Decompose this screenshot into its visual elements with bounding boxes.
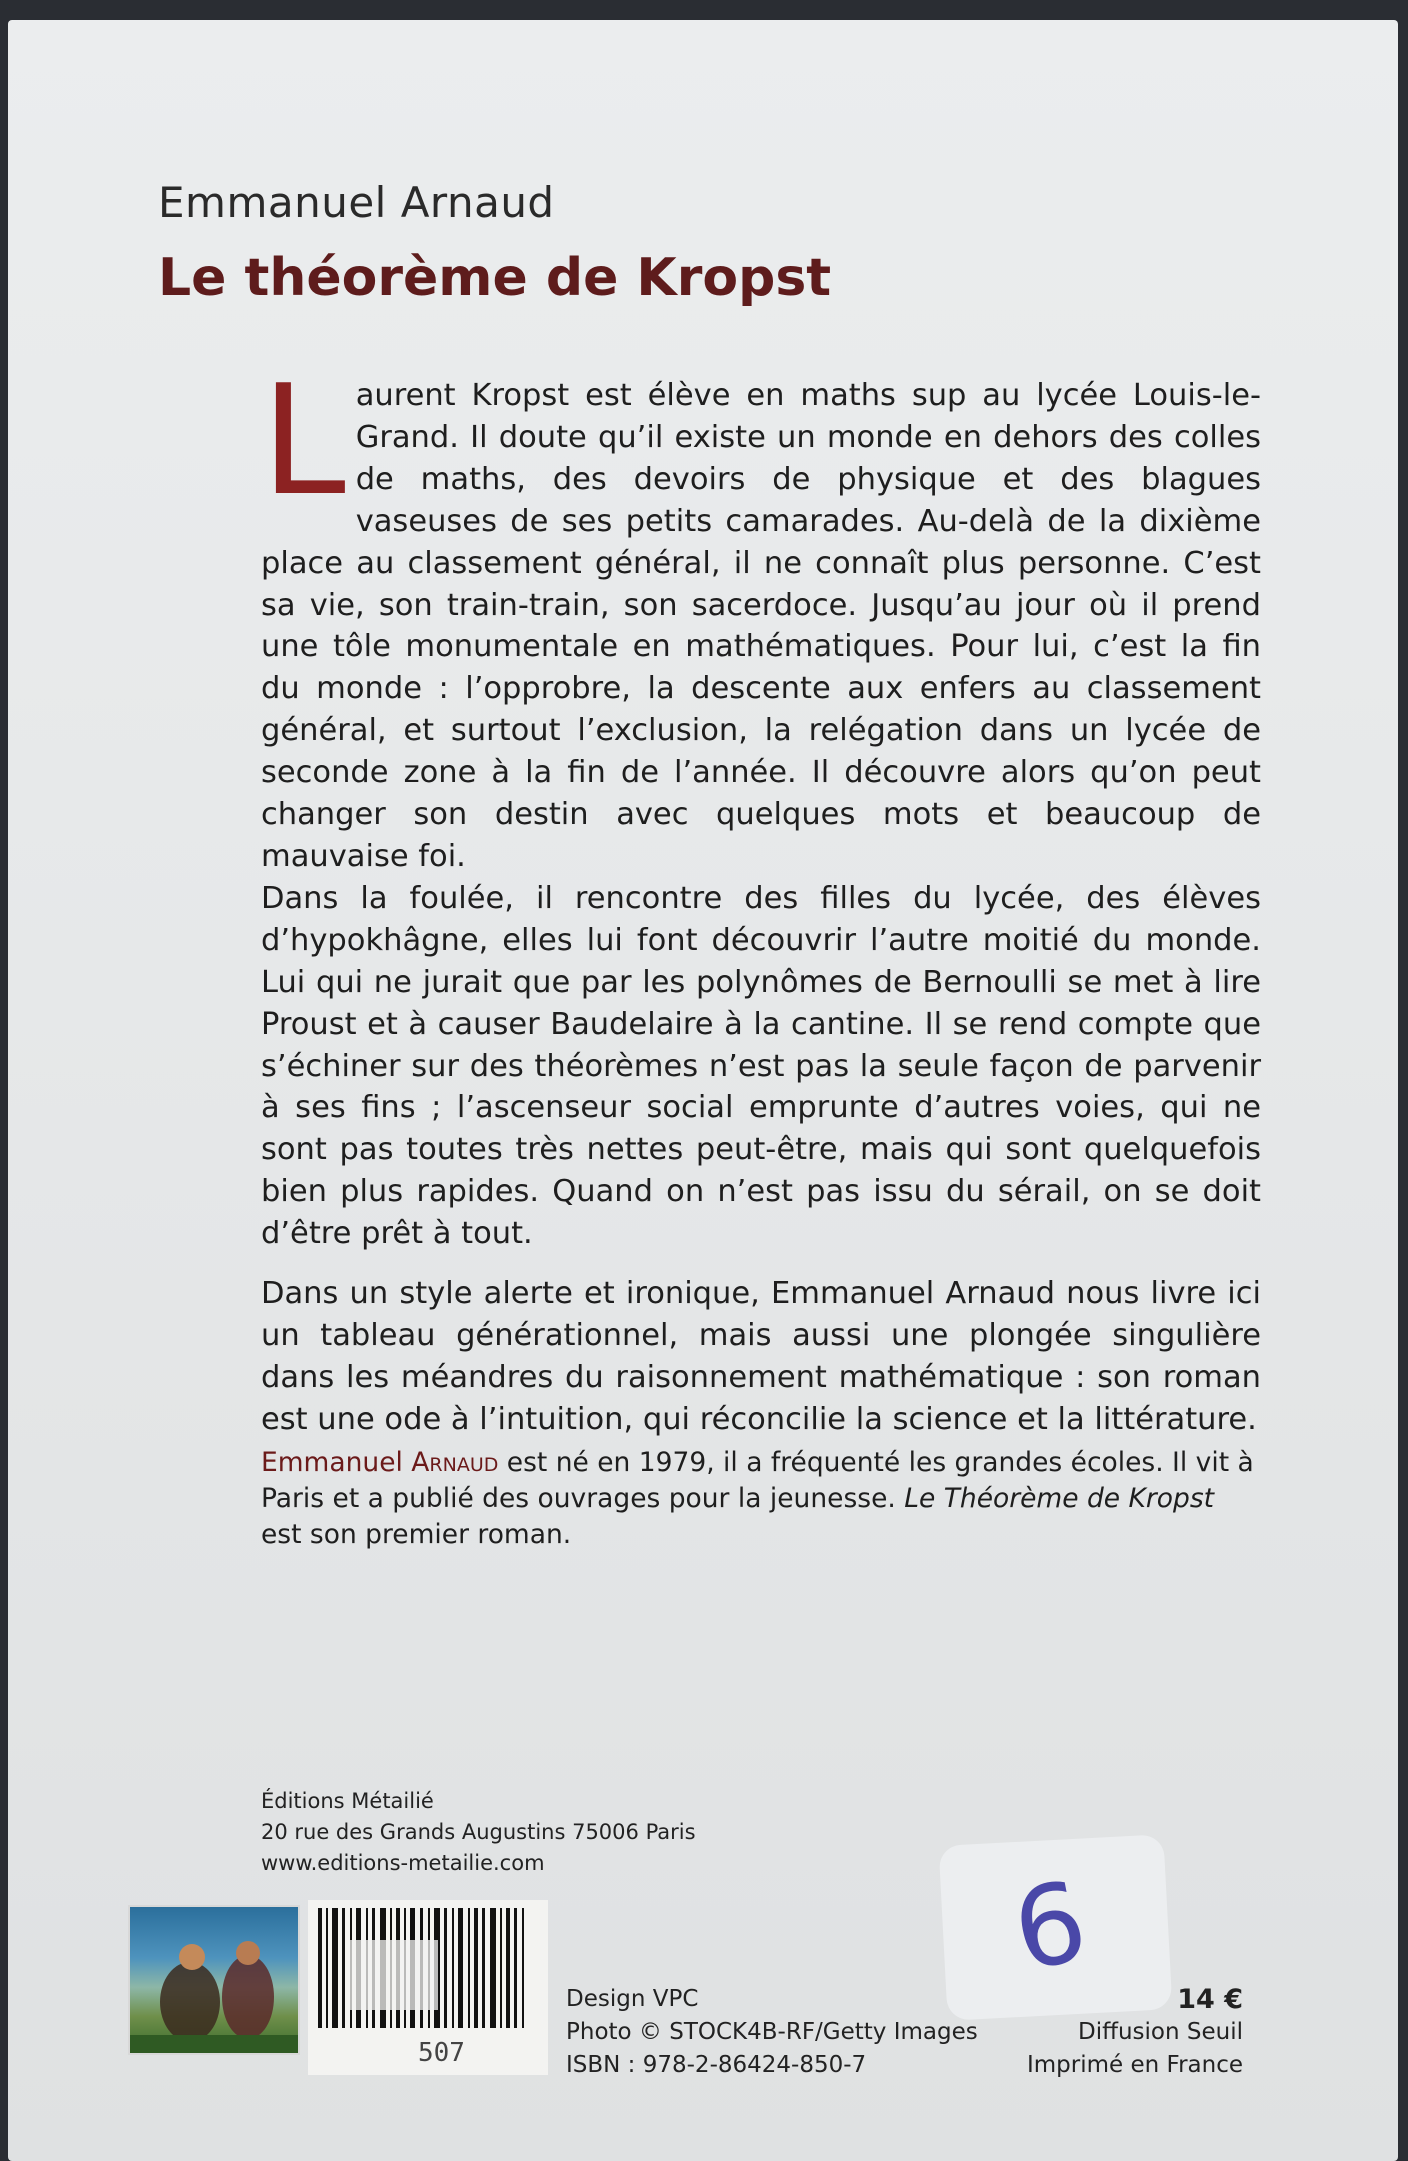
price-and-distribution — [1027, 1983, 1243, 2082]
price: 14 € — [1177, 1984, 1243, 2015]
bio-last-name: Arnaud — [411, 1447, 499, 1478]
distribution: Diffusion Seuil — [1078, 2019, 1243, 2045]
barcode-sticker — [308, 1900, 548, 2075]
publisher-address: 20 rue des Grands Augustins 75006 Paris — [261, 1820, 696, 1844]
handwritten-mark: 6 — [1003, 1856, 1097, 1996]
drop-cap: L — [261, 352, 346, 529]
thumbnail-illustration — [130, 1907, 300, 2055]
book-back-cover — [8, 20, 1398, 2161]
blurb-paragraph-1-text: aurent Kropst est élève en maths sup au lycée Louis-le-Grand. Il doute qu’il existe un monde en dehors des colles de maths, des devoirs de physique et des blagues vaseuses de ses petits camarades. Au-delà de la dixième place au classement général, il ne connaît plus personne. C’est sa vie, son train-train, son sacerdoce. Jusqu’au jour où il prend une tôle monumentale en mathématiques. Pour lui, c’est la fin du monde : l’opprobre, la descente aux enfers au classement général, et surtout l’exclusion, la relégation dans un lycée de seconde zone à la fin de l’année. Il découvre alors qu’on peut changer son destin avec quelques mots et beaucoup de mauvaise foi. — [261, 378, 1261, 874]
bio-text-2: est son premier roman. — [261, 1519, 572, 1550]
author-name: Emmanuel Arnaud — [158, 178, 555, 227]
blurb-paragraph-2: Dans la foulée, il rencontre des filles du lycée, des élèves d’hypokhâgne, elles lui font découvrir l’autre moitié du monde. Lui qui ne jurait que par les polynômes de Bernoulli se met à lire Proust et à causer Baudelaire à la cantine. Il se rend compte que s’échiner sur des théorèmes n’est pas la seule façon de parvenir à ses fins ; l’ascenseur social emprunte d’autres voies, qui ne sont pas toutes très nettes peut-être, mais qui sont quelquefois bien plus rapides. Quand on n’est pas issu du sérail, on se doit d’être prêt à tout. — [261, 880, 1261, 1252]
printed-in: Imprimé en France — [1026, 2052, 1243, 2078]
blurb-paragraph-3: Dans un style alerte et ironique, Emmanuel Arnaud nous livre ici un tableau générationnel, mais aussi une plongée singulière dans les méandres du raisonnement mathématique : son roman est une ode à l’intuition, qui réconcilie la science et la littérature. — [261, 1276, 1261, 1437]
blurb-paragraph-1 — [261, 352, 1261, 878]
bio-first-name: Emmanuel — [261, 1447, 412, 1478]
credits-block — [566, 1983, 978, 2082]
photo-credit: Photo © STOCK4B-RF/Getty Images — [566, 2019, 978, 2045]
publisher-info — [261, 1786, 696, 1879]
publisher-website: www.editions-metailie.com — [261, 1851, 545, 1875]
isbn: ISBN : 978-2-86424-850-7 — [566, 2052, 867, 2078]
design-credit: Design VPC — [566, 1986, 699, 2012]
cover-thumbnail-image — [128, 1905, 300, 2055]
book-title: Le théorème de Kropst — [158, 248, 832, 308]
bio-text-1: est né en 1979, il a fréquenté les grandes écoles. Il vit à Paris et a publié des ouvrages pour la jeunesse. — [261, 1447, 1254, 1514]
publisher-name: Éditions Métailié — [261, 1789, 434, 1813]
blurb-text — [261, 352, 1261, 1441]
bio-book-title: Le Théorème de Kropst — [904, 1483, 1215, 1514]
barcode-number: 507 — [418, 2038, 465, 2068]
author-bio — [261, 1445, 1261, 1553]
